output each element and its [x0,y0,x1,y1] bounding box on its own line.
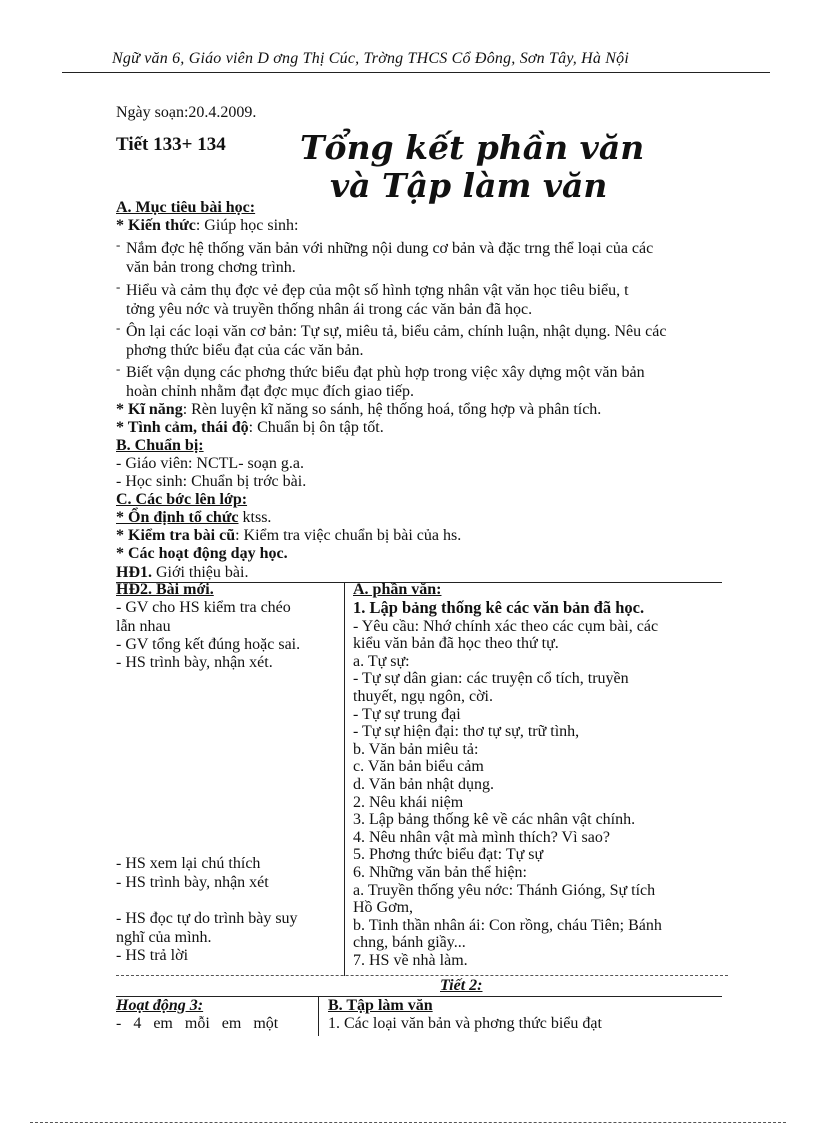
organization-line [116,508,776,527]
objective-line: hoàn chỉnh nhằm đạt đợc mục đích giao tiếp. [126,383,414,400]
activity-line: - HS trả lời [116,946,189,964]
hd1-line [116,563,776,582]
content-line: c. Văn bản biểu cảm [353,758,484,776]
content-line: Hồ Gơm, [353,899,414,917]
activity-line: - HS xem lại chú thích [116,855,261,873]
activity-line [116,709,338,727]
table1-left-column [116,581,338,965]
table1-column-divider [344,582,345,976]
content-line: 2. Nêu khái niệm [353,793,464,811]
objective-line: văn bản trong chơng trình. [126,259,296,276]
preparation-date: Ngày soạn:20.4.2009. [116,104,257,121]
bullet-mark: - [116,279,121,294]
content-line: 4. Nêu nhân vật mà mình thích? Vì sao? [353,828,610,846]
activity-line: - HS trình bày, nhận xét [116,873,269,891]
objective-line: phơng thức biểu đạt của các văn bản. [126,342,364,359]
section-b-heading: B. Chuẩn bị: [116,437,204,454]
activity-line [116,764,338,782]
content-line: 5. Phơng thức biểu đạt: Tự sự [353,846,544,864]
skill-line [116,400,776,419]
content-line: thuyết, ngụ ngôn, cời. [353,687,493,705]
objective-line: Hiểu và cảm thụ đợc vẻ đẹp của một số hình tợng nhân vật văn học tiêu biểu, t [126,282,629,299]
activity-line: - GV tổng kết đúng hoặc sai. [116,635,301,653]
objective-item [116,281,768,319]
objective-item [116,322,768,360]
student-prep: - Học sinh: Chuẩn bị trớc bài. [116,473,307,490]
page-header: Ngữ văn 6, Giáo viên D ơng Thị Cúc, Trờng THCS Cổ Đông, Sơn Tây, Hà Nội [112,50,630,67]
content-line: - Tự sự dân gian: các truyện cổ tích, truyền [353,670,629,688]
part-b-header: B. Tập làm văn [328,997,433,1014]
activity3-header: Hoạt động 3: [116,997,204,1014]
teacher-student-activities [116,599,338,965]
content-line: kiểu văn bản đã học theo thứ tự. [353,635,559,653]
objective-item [116,239,768,277]
objective-line: tởng yêu nớc và truyền thống nhân ái trong các văn bản đã học. [126,301,533,318]
activity-line: - HS trình bày, nhận xét. [116,654,273,672]
organization-label: * Ổn định tổ chức [116,509,239,526]
attitude-label: * Tình cảm, thái độ [116,419,249,436]
activities-heading: * Các hoạt động dạy học. [116,545,288,562]
activity-line [116,837,338,855]
objective-line: Ôn lại các loại văn cơ bản: Tự sự, miêu tả, biểu cảm, chính luận, nhật dụng. Nêu các [126,323,667,340]
table1-bottom-border [116,975,728,976]
organization-text: ktss. [238,509,272,526]
skill-text: : Rèn luyện kĩ năng so sánh, hệ thống hoá, tổng hợp và phân tích. [182,401,602,418]
bullet-mark: - [116,237,121,252]
activity-line: nghĩ của mình. [116,928,212,946]
table1-right-column [353,581,721,969]
content-line: a. Tự sự: [353,652,410,670]
activity-line [116,727,338,745]
activity-line [116,892,338,910]
section-a-heading: A. Mục tiêu bài học: [116,199,256,216]
content-line: 3. Lập bảng thống kê về các nhân vật chính. [353,811,636,829]
bullet-mark: - [116,361,121,376]
objective-item [116,363,768,401]
content-line: 7. HS về nhà làm. [353,951,468,969]
stats-table-task: 1. Lập bảng thống kê các văn bản đã học. [353,598,645,618]
table2-left-column [116,997,314,1034]
activity3-text: - 4 em mỗi em một [116,1015,279,1033]
attitude-text: : Chuẩn bị ôn tập tốt. [248,419,384,436]
activity-line: - GV cho HS kiểm tra chéo [116,599,291,617]
knowledge-label: * Kiến thức [116,217,196,234]
lesson-title-line1: Tổng kết phần văn [300,128,645,167]
content-line: - Yêu cầu: Nhớ chính xác theo các cụm bài, các [353,617,659,635]
knowledge-line [116,216,776,235]
hd1-text: Giới thiệu bài. [152,564,249,581]
activity-line: lẫn nhau [116,617,171,635]
check-text: : Kiểm tra việc chuẩn bị bài của hs. [235,527,462,544]
check-label: * Kiểm tra bài cũ [116,527,236,544]
content-line: chng, bánh giầy... [353,934,466,952]
activity-line [116,801,338,819]
knowledge-text: : Giúp học sinh: [195,217,299,234]
content-line: 6. Những văn bản thể hiện: [353,863,527,881]
activity-line [116,672,338,690]
activity-line: - HS đọc tự do trình bày suy [116,910,298,928]
lesson-number: Tiết 133+ 134 [116,134,226,155]
part-a-header: A. phần văn: [353,581,442,598]
skill-label: * Kĩ năng [116,401,183,418]
header-divider [62,72,770,73]
content-lines [353,618,721,970]
content-line: a. Truyền thống yêu nớc: Thánh Gióng, Sự tích [353,881,656,899]
content-line: - Tự sự trung đại [353,705,461,723]
objective-line: Nắm đợc hệ thống văn bản với những nội dung cơ bản và đặc trng thể loại của các [126,240,654,257]
hd1-label: HĐ1. [116,564,152,581]
tiet2-heading: Tiết 2: [440,977,483,994]
lesson-title-line2: và Tập làm văn [330,166,608,205]
text-types-heading: 1. Các loại văn bản và phơng thức biểu đạt [328,1015,602,1033]
attitude-line [116,418,776,437]
hd2-header: HĐ2. Bài mới. [116,581,214,598]
objective-line: Biết vận dụng các phơng thức biểu đạt phù hợp trong việc xây dựng một văn bản [126,364,645,381]
table2-right-column [328,997,728,1034]
activity-line [116,746,338,764]
teacher-prep: - Giáo viên: NCTL- soạn g.a. [116,455,304,472]
bullet-mark: - [116,320,121,335]
activity-line [116,819,338,837]
check-old-lesson-line [116,526,776,545]
content-line: b. Văn bản miêu tả: [353,740,479,758]
section-c-heading: C. Các bớc lên lớp: [116,491,248,508]
activity-line [116,691,338,709]
table2-column-divider [318,996,319,1036]
content-line: - Tự sự hiện đại: thơ tự sự, trữ tình, [353,723,580,741]
activity-line [116,782,338,800]
content-line: b. Tinh thần nhân ái: Con rồng, cháu Tiên; Bánh [353,916,662,934]
content-line: d. Văn bản nhật dụng. [353,775,495,793]
